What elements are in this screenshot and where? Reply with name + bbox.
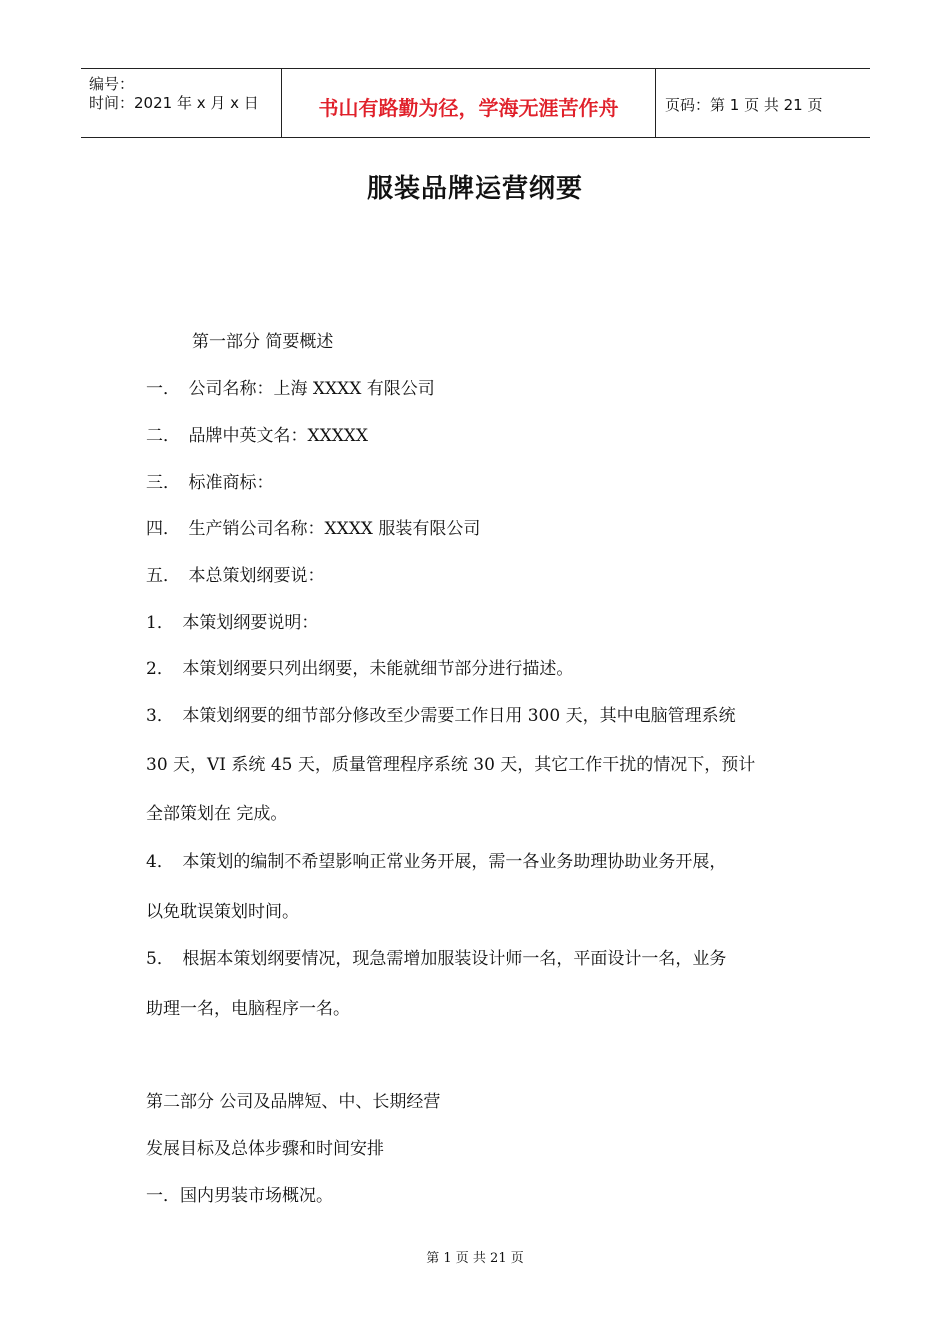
part1-heading: 第一部分 简要概述 xyxy=(192,332,334,352)
serial-number-label: 编号： xyxy=(89,75,135,93)
item-plan-description: 五． 本总策划纲要说： xyxy=(146,566,325,586)
item-brand-name: 二． 品牌中英文名：XXXXX xyxy=(146,426,369,446)
sub-item-4-line-2: 以免耽误策划时间。 xyxy=(146,902,299,922)
item-production-company: 四． 生产销公司名称：XXXX 服装有限公司 xyxy=(146,519,481,539)
document-title: 服装品牌运营纲要 xyxy=(366,174,583,204)
sub-item-5-line-1: 5． 根据本策划纲要情况，现急需增加服装设计师一名，平面设计一名，业务 xyxy=(146,949,727,969)
part2-heading-line-2: 发展目标及总体步骤和时间安排 xyxy=(146,1139,384,1159)
sub-item-3-line-2: 30 天，VI 系统 45 天，质量管理程序系统 30 天，其它工作干扰的情况下，预计 xyxy=(146,755,756,775)
page-footer: 第 1 页 共 21 页 xyxy=(426,1251,524,1266)
sub-item-4-line-1: 4． 本策划的编制不希望影响正常业务开展，需一各业务助理协助业务开展， xyxy=(146,852,727,872)
sub-item-1: 1． 本策划纲要说明： xyxy=(146,613,319,633)
item-company-name: 一． 公司名称：上海 XXXX 有限公司 xyxy=(146,379,435,399)
header-right-cell xyxy=(655,69,870,137)
header-left-cell xyxy=(81,69,281,137)
sub-item-3-line-3: 全部策划在 完成。 xyxy=(146,804,288,824)
part2-heading-line-1: 第二部分 公司及品牌短、中、长期经营 xyxy=(146,1092,441,1112)
header-page-info: 页码：第 1 页 共 21 页 xyxy=(665,96,823,114)
part2-item-1: 一．国内男装市场概况。 xyxy=(146,1186,333,1206)
sub-item-3-line-1: 3． 本策划纲要的细节部分修改至少需要工作日用 300 天，其中电脑管理系统 xyxy=(146,706,736,726)
header-motto: 书山有路勤为径，学海无涯苦作舟 xyxy=(318,96,619,120)
date-label: 时间：2021 年 x 月 x 日 xyxy=(89,94,259,112)
sub-item-5-line-2: 助理一名，电脑程序一名。 xyxy=(146,999,350,1019)
header-center-cell xyxy=(281,69,656,137)
item-trademark: 三． 标准商标： xyxy=(146,473,274,493)
sub-item-2: 2． 本策划纲要只列出纲要，未能就细节部分进行描述。 xyxy=(146,659,574,679)
document-header xyxy=(81,68,870,138)
